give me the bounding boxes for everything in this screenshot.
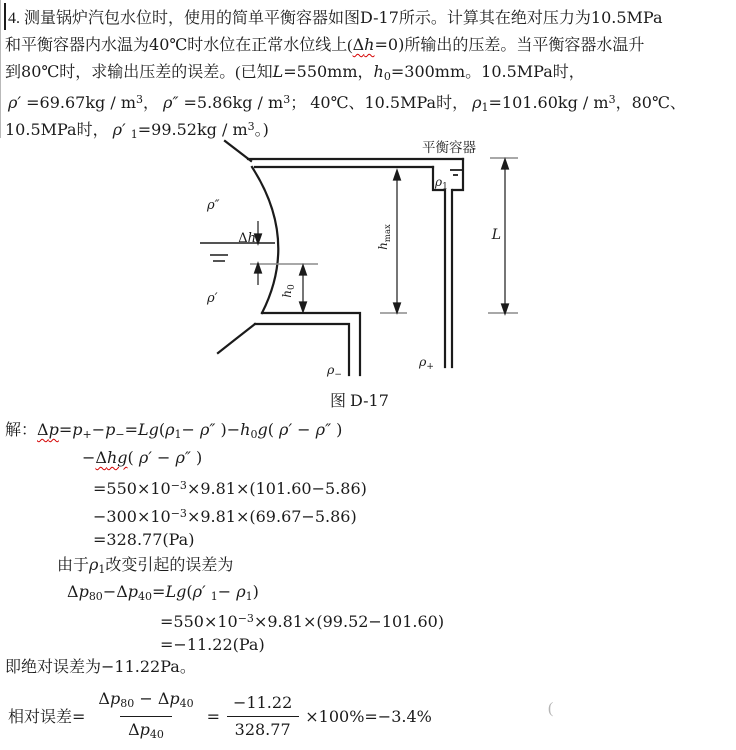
fraction-numeric-denominator: 328.77 bbox=[227, 716, 299, 741]
h0-arrowhead-up bbox=[300, 265, 307, 275]
rho1-vessel-label: ρ1 bbox=[435, 175, 448, 192]
rho-double-prime-label: ρ″ bbox=[207, 198, 220, 213]
solution-line-7: Δp80−Δp40=Lg(ρ′ 1− ρ1) bbox=[67, 582, 259, 603]
fraction-symbolic-denominator: Δp40 bbox=[120, 716, 172, 745]
fraction-numeric bbox=[225, 692, 300, 741]
fraction-symbolic-numerator: Δp80 − Δp40 bbox=[98, 689, 194, 710]
p-minus-label: ρ− bbox=[327, 362, 342, 380]
level-symbol bbox=[210, 255, 228, 261]
drum-bottom-inner bbox=[255, 324, 349, 375]
hmax-arrowhead-up bbox=[394, 170, 401, 180]
figure-caption: 图 D-17 bbox=[330, 391, 389, 410]
rho-prime-label: ρ′ bbox=[207, 291, 218, 306]
h0-arrowhead-down bbox=[300, 302, 307, 312]
plus-impulse-pipe bbox=[445, 190, 452, 367]
hmax-label: hmax bbox=[376, 224, 393, 250]
delta-h-label: Δh bbox=[238, 231, 256, 246]
hmax-arrowhead-down bbox=[394, 303, 401, 313]
vessel-level-symbol bbox=[450, 170, 462, 175]
p-plus-label: ρ+ bbox=[419, 354, 434, 372]
solution-line-3: $=550\times 10^{-3}\times 9.81\times(101.60-5.86)$ bbox=[93, 479, 367, 498]
rel-error-suffix: ×100%=−3.4% bbox=[305, 706, 432, 726]
fraction-numeric-numerator: −11.22 bbox=[233, 693, 293, 712]
solution-line-1: 解：Δp=p+−p−=Lg(ρ1− ρ″ )−h0g( ρ′ − ρ″ ) bbox=[5, 420, 343, 441]
l-arrowhead-up bbox=[502, 159, 509, 169]
rel-error-prefix: 相对误差= bbox=[8, 706, 86, 726]
solution-line-6: 由于ρ1改变引起的误差为 bbox=[57, 555, 234, 576]
text-cursor bbox=[4, 3, 6, 30]
rel-error-equals: = bbox=[206, 706, 221, 726]
problem-line-2: 和平衡容器内水温为40℃时水位在正常水位线上(Δh=0)所输出的压差。当平衡容器水温升 bbox=[5, 35, 645, 54]
h0-label: h0 bbox=[280, 284, 297, 298]
problem-line-5: 10.5MPa时， ρ′ $1=99.52kg / m^3$。) bbox=[5, 120, 269, 141]
problem-line-3: 到80℃时，求输出压差的误差。(已知L=550mm，h0=300mm。10.5MPa时， bbox=[5, 62, 585, 83]
problem-line-1: 4. 测量锅炉汽包水位时，使用的简单平衡容器如图D-17所示。计算其在绝对压力为10.5MPa bbox=[8, 8, 663, 27]
relative-error-equation bbox=[8, 688, 432, 745]
solution-line-8: $=550\times 10^{-3}\times 9.81\times(99.52-101.60)$ bbox=[160, 612, 445, 631]
vessel-title-label: 平衡容器 bbox=[422, 140, 476, 155]
figure-d17-drawing bbox=[185, 135, 555, 410]
drum-and-pipes bbox=[218, 141, 463, 375]
stray-mark: ( bbox=[548, 700, 554, 717]
drum-bottom-edge bbox=[218, 324, 255, 353]
solution-line-5: =328.77(Pa) bbox=[93, 530, 195, 549]
drum-bottom-outer bbox=[262, 313, 360, 375]
water-level-marks bbox=[200, 170, 462, 261]
solution-line-4: $-300\times 10^{-3}\times 9.81\times(69.67-5.86)$ bbox=[93, 507, 357, 526]
solution-line-2: −Δhg( ρ′ − ρ″ ) bbox=[82, 448, 203, 467]
page-left-border bbox=[0, 0, 1, 138]
problem-line-4: $\rho' =69.67kg / m^3$， $\rho'' =5.86kg / m^3$； 40℃、10.5MPa时， $\rho 1=101.60kg / m^3$，80℃、 bbox=[8, 93, 686, 114]
fraction-symbolic bbox=[90, 688, 201, 745]
solution-line-9: =−11.22(Pa) bbox=[160, 635, 265, 654]
l-label: L bbox=[491, 227, 501, 243]
solution-line-10: 即绝对误差为−11.22Pa。 bbox=[5, 657, 196, 676]
